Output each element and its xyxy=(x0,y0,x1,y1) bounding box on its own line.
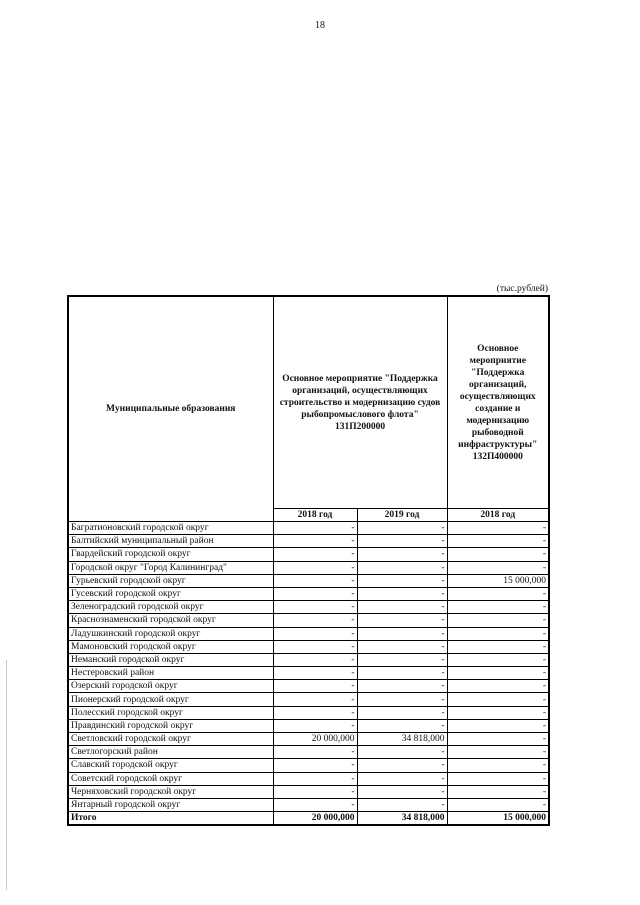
municipality-name: Нестеровский район xyxy=(68,667,273,680)
table-row xyxy=(68,785,549,798)
table-row xyxy=(68,574,549,587)
municipality-name: Итого xyxy=(68,812,273,826)
value-2018-shipbuilding: - xyxy=(273,653,357,666)
table-row xyxy=(68,627,549,640)
value-2018-aquaculture: - xyxy=(447,535,549,548)
scan-edge-mark xyxy=(6,660,7,890)
table-row xyxy=(68,667,549,680)
value-2019-shipbuilding: - xyxy=(357,772,447,785)
municipality-name: Светлогорский район xyxy=(68,746,273,759)
value-2018-aquaculture: - xyxy=(447,627,549,640)
value-2018-shipbuilding: - xyxy=(273,548,357,561)
table-row xyxy=(68,614,549,627)
municipality-name: Озерский городской округ xyxy=(68,680,273,693)
value-2018-aquaculture: - xyxy=(447,667,549,680)
table-row xyxy=(68,680,549,693)
total-row xyxy=(68,812,549,826)
value-2018-aquaculture: - xyxy=(447,693,549,706)
page-number: 18 xyxy=(315,20,325,31)
value-2019-shipbuilding: - xyxy=(357,548,447,561)
municipality-name: Городской округ "Город Калининград" xyxy=(68,561,273,574)
value-2018-aquaculture: - xyxy=(447,522,549,535)
value-2018-shipbuilding: - xyxy=(273,640,357,653)
municipality-name: Неманский городской округ xyxy=(68,653,273,666)
header-row xyxy=(68,296,549,509)
municipality-name: Пионерский городской округ xyxy=(68,693,273,706)
value-2019-shipbuilding: - xyxy=(357,680,447,693)
value-2018-aquaculture: - xyxy=(447,587,549,600)
value-2018-aquaculture: - xyxy=(447,772,549,785)
value-2018-aquaculture: - xyxy=(447,680,549,693)
value-2018-shipbuilding: - xyxy=(273,785,357,798)
value-2018-shipbuilding: - xyxy=(273,614,357,627)
municipality-name: Славский городской округ xyxy=(68,759,273,772)
municipality-name: Светловский городской округ xyxy=(68,733,273,746)
municipality-name: Зеленоградский городской округ xyxy=(68,601,273,614)
value-2019-shipbuilding: - xyxy=(357,614,447,627)
table-row xyxy=(68,587,549,600)
value-2019-shipbuilding: - xyxy=(357,798,447,811)
value-2018-shipbuilding: - xyxy=(273,522,357,535)
table-row xyxy=(68,640,549,653)
value-2018-aquaculture: - xyxy=(447,653,549,666)
value-2018-shipbuilding: - xyxy=(273,574,357,587)
value-2019-shipbuilding: - xyxy=(357,667,447,680)
municipality-name: Краснознаменский городской округ xyxy=(68,614,273,627)
value-2018-aquaculture: 15 000,000 xyxy=(447,574,549,587)
value-2018-aquaculture: - xyxy=(447,746,549,759)
header-year-2019: 2019 год xyxy=(357,509,447,522)
municipality-name: Янтарный городской округ xyxy=(68,798,273,811)
header-group-shipbuilding: Основное мероприятие "Поддержка организаций, осуществляющих строительство и модернизацию судов рыбопромыслового флота" 131П200000 xyxy=(273,296,447,509)
value-2018-shipbuilding: - xyxy=(273,759,357,772)
table-row xyxy=(68,706,549,719)
municipality-name: Черняховский городской округ xyxy=(68,785,273,798)
unit-note: (тыс.рублей) xyxy=(496,284,548,294)
value-2018-shipbuilding: - xyxy=(273,667,357,680)
municipality-name: Ладушкинский городской округ xyxy=(68,627,273,640)
municipal-funding-table xyxy=(67,295,550,826)
value-2019-shipbuilding: - xyxy=(357,535,447,548)
table-row xyxy=(68,653,549,666)
value-2019-shipbuilding: - xyxy=(357,693,447,706)
header-year-2018-a: 2018 год xyxy=(273,509,357,522)
header-municipal: Муниципальные образования xyxy=(68,296,273,522)
value-2019-shipbuilding: 34 818,000 xyxy=(357,733,447,746)
value-2018-shipbuilding: - xyxy=(273,706,357,719)
table-row xyxy=(68,719,549,732)
value-2018-shipbuilding: - xyxy=(273,627,357,640)
table-row xyxy=(68,561,549,574)
table-row xyxy=(68,522,549,535)
table-row xyxy=(68,746,549,759)
value-2018-shipbuilding: - xyxy=(273,601,357,614)
value-2018-shipbuilding: - xyxy=(273,719,357,732)
value-2018-shipbuilding: - xyxy=(273,535,357,548)
municipality-name: Гвардейский городской округ xyxy=(68,548,273,561)
value-2018-aquaculture: - xyxy=(447,785,549,798)
value-2018-shipbuilding: - xyxy=(273,587,357,600)
table-row xyxy=(68,548,549,561)
value-2018-shipbuilding: - xyxy=(273,746,357,759)
header-year-2018-b: 2018 год xyxy=(447,509,549,522)
table-row xyxy=(68,759,549,772)
table-row xyxy=(68,693,549,706)
municipality-name: Советский городской округ xyxy=(68,772,273,785)
municipality-name: Правдинский городской округ xyxy=(68,719,273,732)
municipality-name: Полесский городской округ xyxy=(68,706,273,719)
value-2019-shipbuilding: - xyxy=(357,627,447,640)
table-row xyxy=(68,535,549,548)
value-2018-shipbuilding: 20 000,000 xyxy=(273,733,357,746)
value-2018-shipbuilding: - xyxy=(273,798,357,811)
value-2019-shipbuilding: - xyxy=(357,759,447,772)
value-2019-shipbuilding: - xyxy=(357,746,447,759)
value-2019-shipbuilding: - xyxy=(357,574,447,587)
value-2018-aquaculture: - xyxy=(447,601,549,614)
value-2018-aquaculture: - xyxy=(447,733,549,746)
value-2019-shipbuilding: - xyxy=(357,719,447,732)
value-2018-aquaculture: - xyxy=(447,706,549,719)
municipality-name: Балтийский муниципальный район xyxy=(68,535,273,548)
value-2019-shipbuilding: - xyxy=(357,561,447,574)
table-row xyxy=(68,772,549,785)
value-2019-shipbuilding: - xyxy=(357,640,447,653)
table-row xyxy=(68,798,549,811)
value-2018-aquaculture: - xyxy=(447,798,549,811)
value-2018-shipbuilding: - xyxy=(273,680,357,693)
value-2019-shipbuilding: - xyxy=(357,601,447,614)
value-2018-aquaculture: - xyxy=(447,759,549,772)
value-2018-aquaculture: 15 000,000 xyxy=(447,812,549,826)
value-2019-shipbuilding: 34 818,000 xyxy=(357,812,447,826)
municipality-name: Мамоновский городской округ xyxy=(68,640,273,653)
value-2019-shipbuilding: - xyxy=(357,785,447,798)
value-2018-aquaculture: - xyxy=(447,719,549,732)
value-2018-shipbuilding: - xyxy=(273,561,357,574)
value-2018-shipbuilding: - xyxy=(273,772,357,785)
value-2019-shipbuilding: - xyxy=(357,522,447,535)
value-2019-shipbuilding: - xyxy=(357,653,447,666)
table-row xyxy=(68,601,549,614)
municipality-name: Гусевский городской округ xyxy=(68,587,273,600)
value-2019-shipbuilding: - xyxy=(357,587,447,600)
value-2018-aquaculture: - xyxy=(447,561,549,574)
value-2019-shipbuilding: - xyxy=(357,706,447,719)
value-2018-aquaculture: - xyxy=(447,614,549,627)
header-group-aquaculture: Основное мероприятие "Поддержка организаций, осуществляющих создание и модернизацию рыбоводной инфраструктуры" 132П400000 xyxy=(447,296,549,509)
value-2018-aquaculture: - xyxy=(447,548,549,561)
municipality-name: Гурьевский городской округ xyxy=(68,574,273,587)
municipality-name: Багратионовский городской округ xyxy=(68,522,273,535)
value-2018-shipbuilding: 20 000,000 xyxy=(273,812,357,826)
table-row xyxy=(68,733,549,746)
value-2018-aquaculture: - xyxy=(447,640,549,653)
value-2018-shipbuilding: - xyxy=(273,693,357,706)
